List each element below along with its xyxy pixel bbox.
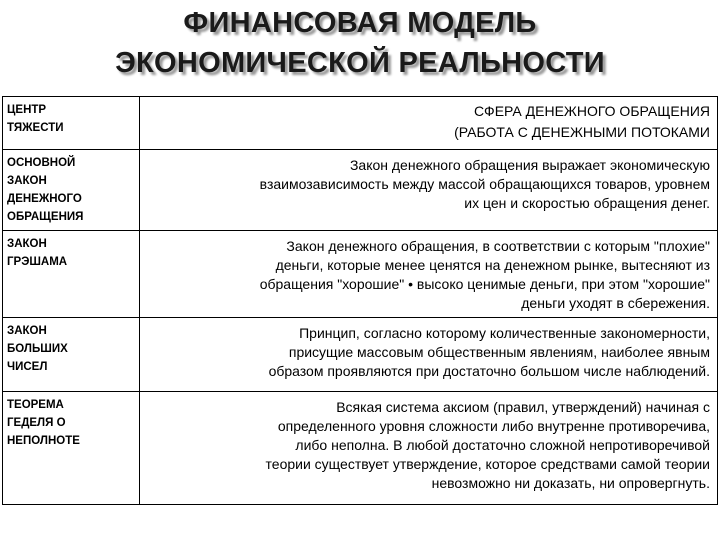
term-line: НЕПОЛНОТЕ <box>7 435 80 447</box>
description-line: присущие массовым общественным явлениям, наиболее явным <box>288 344 710 360</box>
description-line: либо неполна. В любой достаточно сложной непротиворечивой <box>295 437 710 453</box>
term-line: ЗАКОН <box>7 325 47 337</box>
description-line: невозможно ни доказать, ни опровергнуть. <box>431 475 710 491</box>
description-cell <box>140 231 718 318</box>
table-row <box>3 318 718 392</box>
term-cell <box>3 231 140 318</box>
description-line: взаимозависимость между массой обращающихся товаров, уровнем <box>259 176 710 192</box>
description-line: Всякая система аксиом (правил, утверждений) начиная с <box>336 399 710 415</box>
description-line: деньги, которые менее ценятся на денежном рынке, вытесняют из <box>275 257 710 273</box>
table-row <box>3 392 718 505</box>
term-line: ЗАКОН <box>7 175 47 187</box>
term-cell <box>3 318 140 392</box>
term-cell <box>3 392 140 505</box>
description-line: обращения "хорошие" • высоко ценимые деньги, при этом "хорошие" <box>259 276 710 292</box>
description-line: (РАБОТА С ДЕНЕЖНЫМИ ПОТОКАМИ <box>454 124 710 140</box>
title-line-1: ФИНАНСОВАЯ МОДЕЛЬ <box>183 7 537 39</box>
description-cell <box>140 318 718 392</box>
description-cell <box>140 392 718 505</box>
description-line: теории существует утверждение, которое средствами самой теории <box>265 456 710 472</box>
table-body <box>3 97 718 505</box>
term-line: ЗАКОН <box>7 238 47 250</box>
title-line-2: ЭКОНОМИЧЕСКОЙ РЕАЛЬНОСТИ <box>115 47 605 79</box>
term-line: ЧИСЕЛ <box>7 361 48 373</box>
term-line: ГРЭШАМА <box>7 256 68 268</box>
term-line: ГЕДЕЛЯ О <box>7 417 66 429</box>
term-cell <box>3 97 140 150</box>
description-line: СФЕРА ДЕНЕЖНОГО ОБРАЩЕНИЯ <box>473 103 710 119</box>
term-line: ЦЕНТР <box>7 104 47 116</box>
description-line: Принцип, согласно которому количественные закономерности, <box>299 325 710 341</box>
term-line: ОСНОВНОЙ <box>7 157 76 169</box>
term-line: ДЕНЕЖНОГО <box>7 193 82 205</box>
description-line: Закон денежного обращения, в соответствии с которым "плохие" <box>286 238 710 254</box>
financial-model-table <box>2 96 718 505</box>
description-cell <box>140 97 718 150</box>
description-line: определенного уровня сложности либо внутренне противоречива, <box>277 418 710 434</box>
description-line: деньги уходят в сбережения. <box>521 295 710 311</box>
description-line: образом проявляются при достаточно большом числе наблюдений. <box>268 363 710 379</box>
page-title <box>0 0 720 92</box>
description-cell <box>140 150 718 231</box>
description-line: Закон денежного обращения выражает экономическую <box>349 157 710 173</box>
term-cell <box>3 150 140 231</box>
term-line: ТЕОРЕМА <box>7 399 64 411</box>
term-line: БОЛЬШИХ <box>7 343 68 355</box>
description-line: их цен и скоростью обращения денег. <box>464 195 710 211</box>
table-row <box>3 231 718 318</box>
table-row <box>3 97 718 150</box>
term-line: ОБРАЩЕНИЯ <box>7 211 84 223</box>
table-row <box>3 150 718 231</box>
term-line: ТЯЖЕСТИ <box>7 122 64 134</box>
